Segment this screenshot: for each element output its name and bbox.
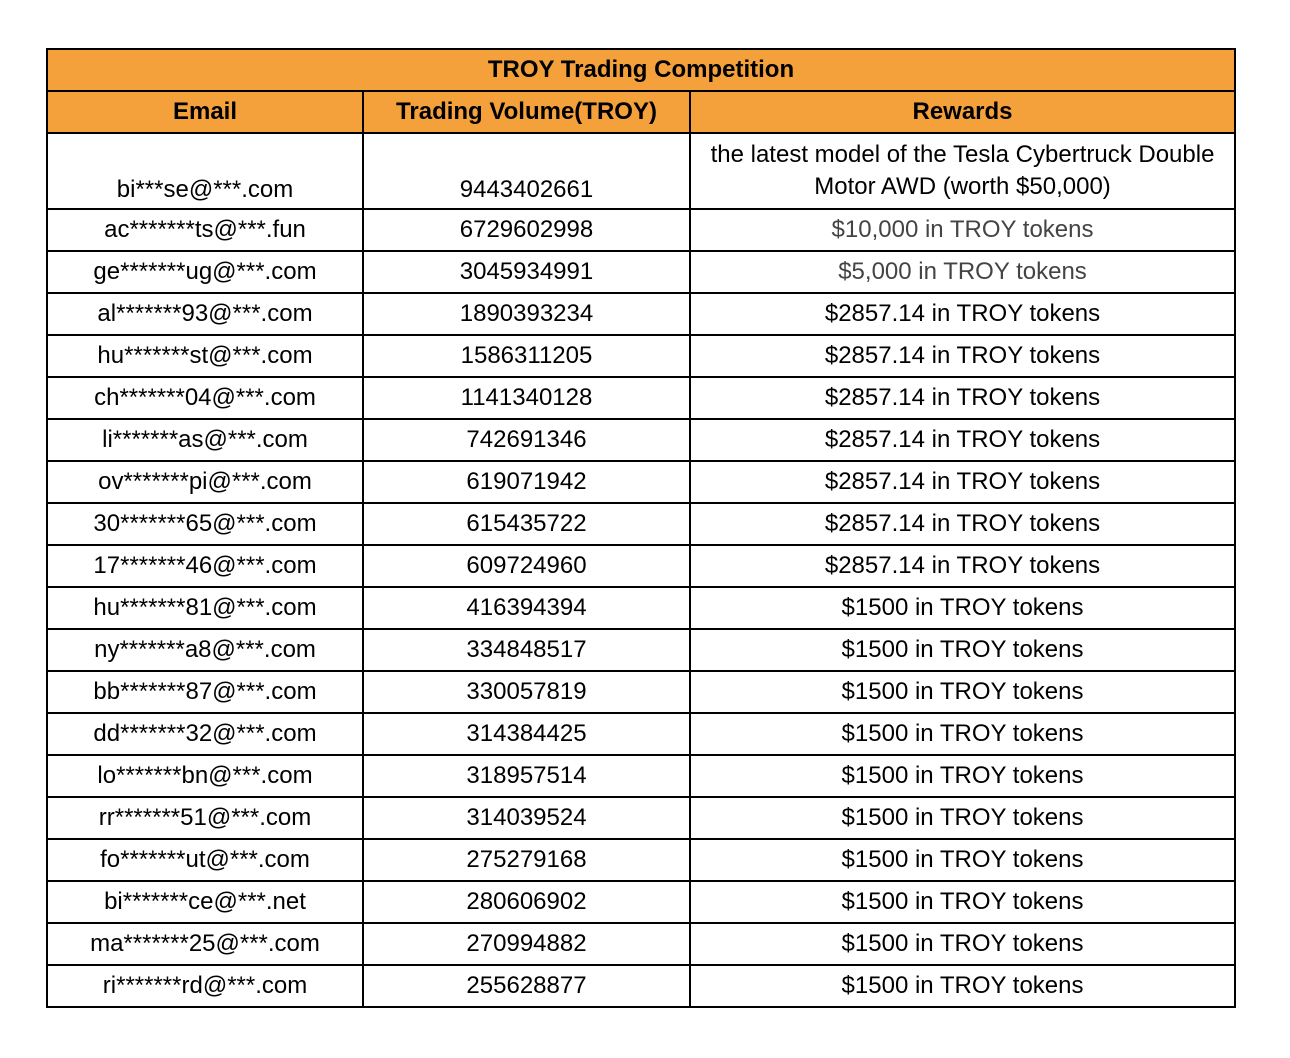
email-cell: dd*******32@***.com [47, 713, 363, 755]
reward-cell: $1500 in TROY tokens [690, 713, 1235, 755]
reward-cell: $1500 in TROY tokens [690, 629, 1235, 671]
email-cell: li*******as@***.com [47, 419, 363, 461]
table-row [47, 419, 1235, 461]
volume-cell: 1890393234 [363, 293, 690, 335]
table-row [47, 713, 1235, 755]
volume-cell: 742691346 [363, 419, 690, 461]
table-row [47, 923, 1235, 965]
table-row [47, 839, 1235, 881]
email-cell: ma*******25@***.com [47, 923, 363, 965]
column-header-volume: Trading Volume(TROY) [363, 91, 690, 133]
reward-cell: $2857.14 in TROY tokens [690, 503, 1235, 545]
volume-cell: 1586311205 [363, 335, 690, 377]
competition-table [46, 48, 1236, 1008]
table-row [47, 503, 1235, 545]
table-row [47, 671, 1235, 713]
volume-cell: 255628877 [363, 965, 690, 1007]
reward-cell: $2857.14 in TROY tokens [690, 545, 1235, 587]
email-cell: rr*******51@***.com [47, 797, 363, 839]
table-row [47, 797, 1235, 839]
table-row [47, 209, 1235, 251]
email-cell: lo*******bn@***.com [47, 755, 363, 797]
reward-cell: $5,000 in TROY tokens [690, 251, 1235, 293]
reward-cell: $1500 in TROY tokens [690, 839, 1235, 881]
table-row [47, 293, 1235, 335]
email-cell: bi*******ce@***.net [47, 881, 363, 923]
volume-cell: 275279168 [363, 839, 690, 881]
volume-cell: 609724960 [363, 545, 690, 587]
table-row [47, 133, 1235, 209]
table-row [47, 377, 1235, 419]
reward-cell: $2857.14 in TROY tokens [690, 377, 1235, 419]
volume-cell: 334848517 [363, 629, 690, 671]
reward-cell: $10,000 in TROY tokens [690, 209, 1235, 251]
volume-cell: 314039524 [363, 797, 690, 839]
table-row [47, 461, 1235, 503]
volume-cell: 330057819 [363, 671, 690, 713]
email-cell: hu*******st@***.com [47, 335, 363, 377]
table-row [47, 629, 1235, 671]
column-header-rewards: Rewards [690, 91, 1235, 133]
email-cell: ny*******a8@***.com [47, 629, 363, 671]
reward-cell: the latest model of the Tesla Cybertruck Double Motor AWD (worth $50,000) [690, 133, 1235, 209]
table-row [47, 587, 1235, 629]
reward-cell: $1500 in TROY tokens [690, 671, 1235, 713]
reward-cell: $2857.14 in TROY tokens [690, 419, 1235, 461]
volume-cell: 416394394 [363, 587, 690, 629]
table-row [47, 881, 1235, 923]
reward-cell: $2857.14 in TROY tokens [690, 461, 1235, 503]
reward-cell: $1500 in TROY tokens [690, 755, 1235, 797]
email-cell: ge*******ug@***.com [47, 251, 363, 293]
volume-cell: 6729602998 [363, 209, 690, 251]
volume-cell: 1141340128 [363, 377, 690, 419]
email-cell: bb*******87@***.com [47, 671, 363, 713]
email-cell: ov*******pi@***.com [47, 461, 363, 503]
reward-cell: $1500 in TROY tokens [690, 965, 1235, 1007]
reward-cell: $1500 in TROY tokens [690, 587, 1235, 629]
column-header-email: Email [47, 91, 363, 133]
table-row [47, 965, 1235, 1007]
volume-cell: 619071942 [363, 461, 690, 503]
reward-cell: $1500 in TROY tokens [690, 881, 1235, 923]
volume-cell: 270994882 [363, 923, 690, 965]
table-row [47, 545, 1235, 587]
title-row [47, 49, 1235, 91]
reward-cell: $1500 in TROY tokens [690, 797, 1235, 839]
reward-cell: $1500 in TROY tokens [690, 923, 1235, 965]
email-cell: al*******93@***.com [47, 293, 363, 335]
volume-cell: 3045934991 [363, 251, 690, 293]
table-title: TROY Trading Competition [47, 49, 1235, 91]
email-cell: 30*******65@***.com [47, 503, 363, 545]
volume-cell: 314384425 [363, 713, 690, 755]
table-row [47, 755, 1235, 797]
table-row [47, 251, 1235, 293]
email-cell: 17*******46@***.com [47, 545, 363, 587]
email-cell: ri*******rd@***.com [47, 965, 363, 1007]
volume-cell: 280606902 [363, 881, 690, 923]
email-cell: ac*******ts@***.fun [47, 209, 363, 251]
volume-cell: 9443402661 [363, 133, 690, 209]
header-row [47, 91, 1235, 133]
email-cell: bi***se@***.com [47, 133, 363, 209]
email-cell: ch*******04@***.com [47, 377, 363, 419]
reward-cell: $2857.14 in TROY tokens [690, 293, 1235, 335]
table-row [47, 335, 1235, 377]
volume-cell: 318957514 [363, 755, 690, 797]
email-cell: fo*******ut@***.com [47, 839, 363, 881]
email-cell: hu*******81@***.com [47, 587, 363, 629]
volume-cell: 615435722 [363, 503, 690, 545]
reward-cell: $2857.14 in TROY tokens [690, 335, 1235, 377]
